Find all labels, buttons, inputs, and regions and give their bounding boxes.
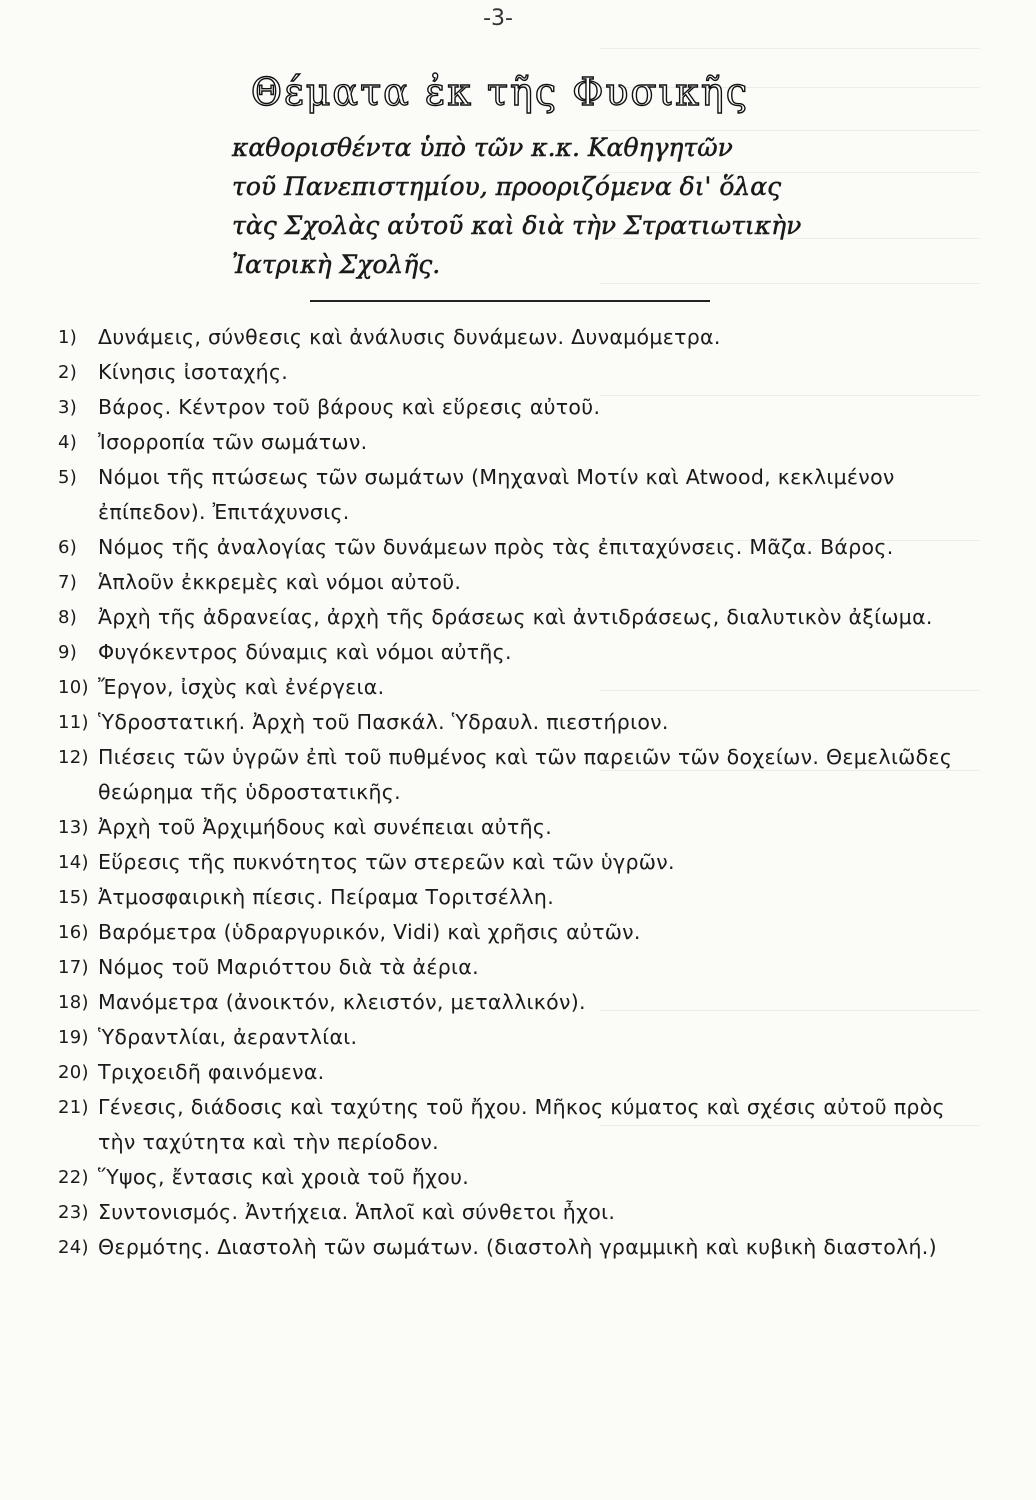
list-item [58, 845, 988, 880]
item-number: 7) [58, 572, 78, 593]
list-item [58, 355, 988, 390]
item-text: Μανόμετρα (ἀνοικτόν, κλειστόν, μεταλλικόν). [98, 990, 586, 1014]
item-text: Ἀρχὴ τῆς ἀδρανείας, ἀρχὴ τῆς δράσεως καὶ ἀντιδράσεως, διαλυτικὸν ἀξίωμα. [98, 605, 933, 629]
item-text: Φυγόκεντρος δύναμις καὶ νόμοι αὐτῆς. [98, 640, 512, 664]
item-text: Ἀρχὴ τοῦ Ἀρχιμήδους καὶ συνέπειαι αὐτῆς. [98, 815, 553, 839]
item-text: Ἔργον, ἰσχὺς καὶ ἐνέργεια. [98, 675, 385, 699]
list-item [58, 1195, 988, 1230]
list-item [58, 950, 988, 985]
list-item [58, 1055, 988, 1090]
item-number: 1) [58, 327, 78, 348]
list-item [58, 1160, 988, 1195]
item-number: 23) [58, 1202, 89, 1223]
item-number: 11) [58, 712, 89, 733]
item-text: Γένεσις, διάδοσις καὶ ταχύτης τοῦ ἤχου. Μῆκος κύματος καὶ σχέσις αὐτοῦ πρὸς τὴν ταχύτητα καὶ τὴν περίοδον. [98, 1095, 945, 1154]
bleed-through-line [600, 283, 980, 284]
item-number: 14) [58, 852, 89, 873]
item-text: Ἁπλοῦν ἐκκρεμὲς καὶ νόμοι αὐτοῦ. [98, 570, 462, 594]
item-number: 20) [58, 1062, 89, 1083]
item-text: Βάρος. Κέντρον τοῦ βάρους καὶ εὕρεσις αὐτοῦ. [98, 395, 601, 419]
item-number: 21) [58, 1097, 89, 1118]
item-text: Ὕψος, ἔντασις καὶ χροιὰ τοῦ ἤχου. [98, 1165, 470, 1189]
item-text: Ὑδροστατική. Ἀρχὴ τοῦ Πασκάλ. Ὑδραυλ. πιεστήριον. [98, 710, 669, 734]
item-text: Συντονισμός. Ἀντήχεια. Ἁπλοῖ καὶ σύνθετοι ἦχοι. [98, 1200, 616, 1224]
item-number: 10) [58, 677, 89, 698]
item-number: 19) [58, 1027, 89, 1048]
topics-list [58, 320, 988, 1265]
item-number: 16) [58, 922, 89, 943]
item-text: Νόμος τῆς ἀναλογίας τῶν δυνάμεων πρὸς τὰς ἐπιταχύνσεις. Μᾶζα. Βάρος. [98, 535, 894, 559]
item-number: 2) [58, 362, 78, 383]
list-item [58, 425, 988, 460]
list-item [58, 740, 988, 810]
list-item [58, 1230, 988, 1265]
list-item [58, 915, 988, 950]
page-number: -3- [483, 6, 513, 31]
item-number: 17) [58, 957, 89, 978]
list-item [58, 880, 988, 915]
list-item [58, 810, 988, 845]
item-text: Ἀτμοσφαιρικὴ πίεσις. Πείραμα Τοριτσέλλη. [98, 885, 555, 909]
list-item [58, 320, 988, 355]
item-text: Εὕρεσις τῆς πυκνότητος τῶν στερεῶν καὶ τῶν ὑγρῶν. [98, 850, 675, 874]
list-item [58, 985, 988, 1020]
item-text: Νόμος τοῦ Μαριόττου διὰ τὰ ἀέρια. [98, 955, 479, 979]
list-item [58, 635, 988, 670]
list-item [58, 530, 988, 565]
item-number: 9) [58, 642, 78, 663]
item-number: 12) [58, 747, 89, 768]
list-item [58, 460, 988, 530]
item-number: 8) [58, 607, 78, 628]
list-item [58, 705, 988, 740]
bleed-through-line [600, 48, 980, 49]
list-item [58, 1020, 988, 1055]
item-text: Βαρόμετρα (ὑδραργυρικόν, Vidi) καὶ χρῆσις αὐτῶν. [98, 920, 641, 944]
item-number: 5) [58, 467, 78, 488]
list-item [58, 670, 988, 705]
list-item [58, 600, 988, 635]
item-text: Πιέσεις τῶν ὑγρῶν ἐπὶ τοῦ πυθμένος καὶ τῶν παρειῶν τῶν δοχείων. Θεμελιῶδες θεώρημα τῆς ὑδροστατικῆς. [98, 745, 953, 804]
item-number: 13) [58, 817, 89, 838]
item-text: Θερμότης. Διαστολὴ τῶν σωμάτων. (διαστολὴ γραμμικὴ καὶ κυβικὴ διαστολή.) [98, 1235, 937, 1259]
item-text: Νόμοι τῆς πτώσεως τῶν σωμάτων (Μηχαναὶ Μοτίν καὶ Atwood, κεκλιμένον ἐπίπεδον). Ἐπιτάχυνσις. [98, 465, 895, 524]
item-number: 22) [58, 1167, 89, 1188]
item-text: Ὑδραντλίαι, ἀεραντλίαι. [98, 1025, 358, 1049]
item-text: Ἰσορροπία τῶν σωμάτων. [98, 430, 368, 454]
subtitle-line: τὰς Σχολὰς αὐτοῦ καὶ διὰ τὴν Στρατιωτικὴν [232, 211, 802, 240]
list-item [58, 565, 988, 600]
item-number: 6) [58, 537, 78, 558]
item-number: 24) [58, 1237, 89, 1258]
subtitle-line: καθορισθέντα ὑπὸ τῶν κ.κ. Καθηγητῶν [232, 133, 733, 162]
item-text: Δυνάμεις, σύνθεσις καὶ ἀνάλυσις δυνάμεων. Δυναμόμετρα. [98, 325, 721, 349]
divider [310, 300, 710, 302]
item-text: Τριχοειδῆ φαινόμενα. [98, 1060, 325, 1084]
subtitle-line: τοῦ Πανεπιστημίου, προοριζόμενα δι' ὅλας [232, 172, 782, 201]
item-number: 15) [58, 887, 89, 908]
item-text: Κίνησις ἰσοταχής. [98, 360, 289, 384]
list-item [58, 1090, 988, 1160]
bleed-through-line [600, 130, 980, 131]
page-title: Θέματα ἐκ τῆς Φυσικῆς [250, 70, 750, 114]
list-item [58, 390, 988, 425]
item-number: 3) [58, 397, 78, 418]
item-number: 4) [58, 432, 78, 453]
item-number: 18) [58, 992, 89, 1013]
subtitle-line: Ἰατρικὴ Σχολῆς. [232, 250, 441, 279]
